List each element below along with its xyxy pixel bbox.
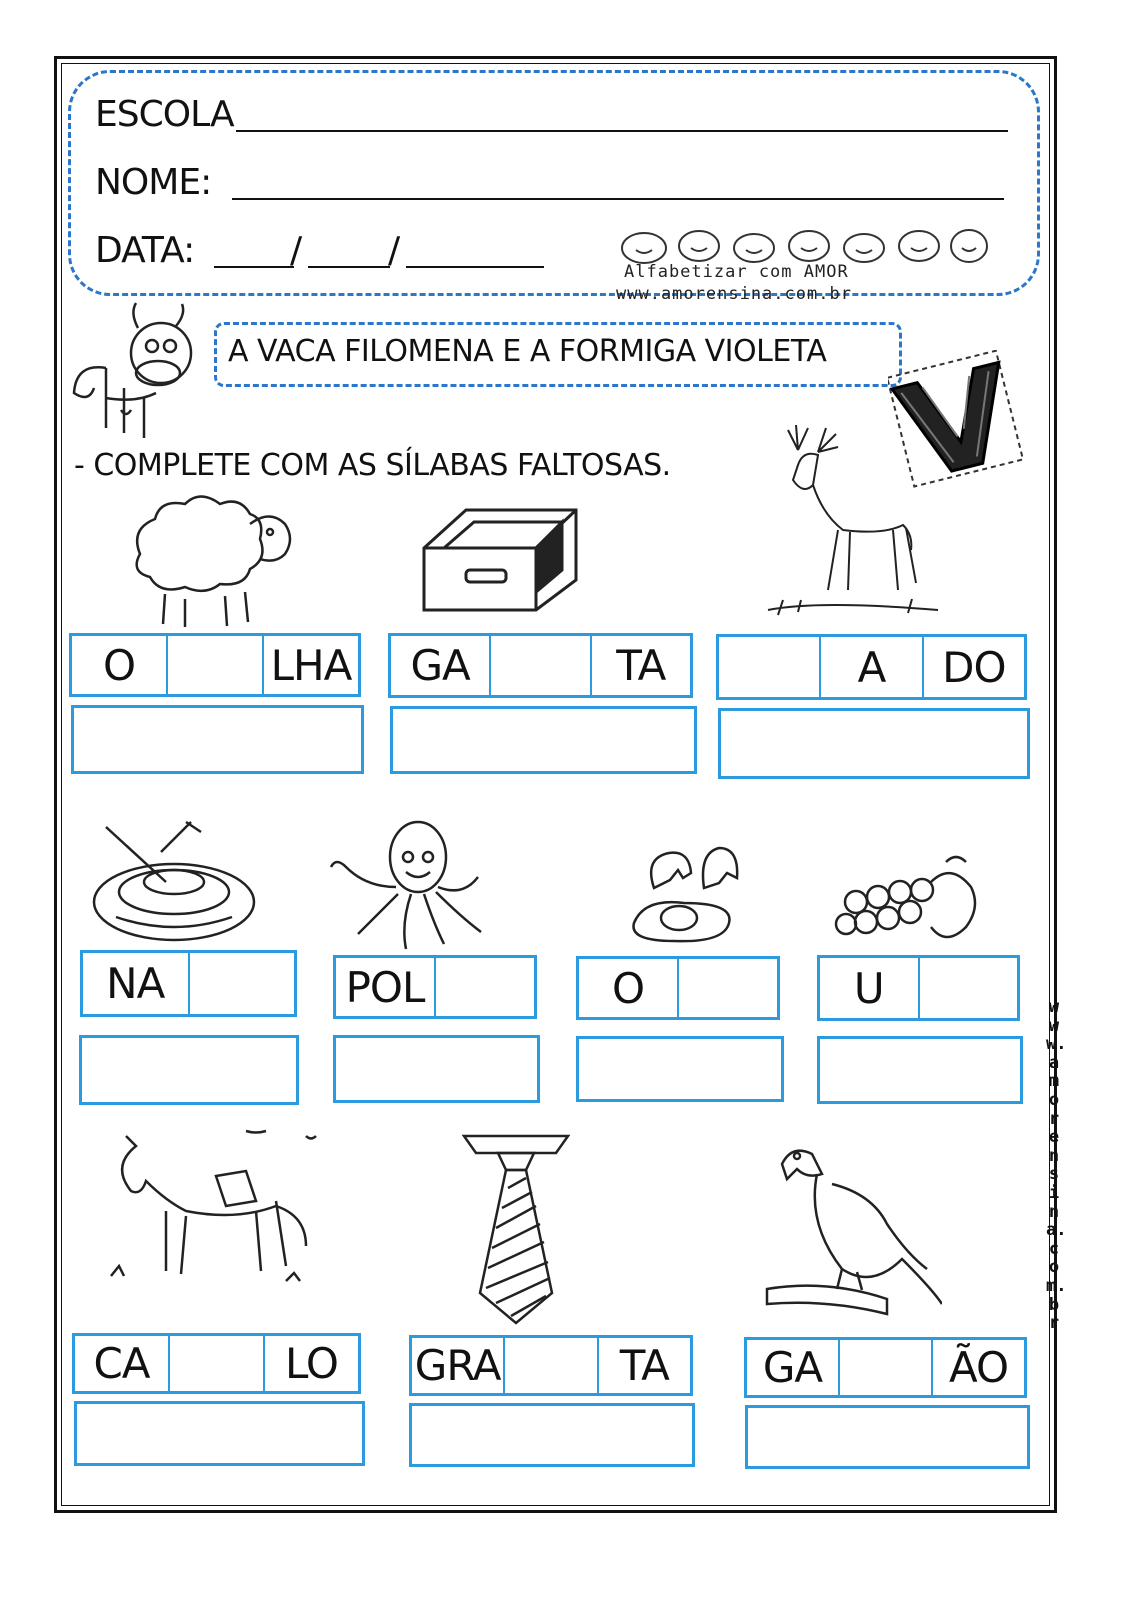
syllable-cell: U: [820, 958, 920, 1018]
featured-letter: V: [957, 490, 959, 491]
syllable-cell: DO: [942, 642, 1006, 692]
syllable-cell: NA: [83, 953, 190, 1014]
cow-illustration: [66, 298, 206, 448]
brand-url: www.amorensina.com.br: [616, 284, 852, 304]
syllable-blank[interactable]: [436, 958, 534, 1016]
syllable-row: [817, 955, 1020, 1021]
syllable-cell: GRA: [412, 1338, 505, 1393]
name-label: NOME:: [95, 162, 212, 203]
syllable-cell: POL: [336, 958, 436, 1016]
date-month-line[interactable]: [308, 266, 390, 268]
eagle-illustration: [762, 1134, 942, 1324]
flying-saucer-illustration: [86, 812, 261, 952]
deer-illustration: [758, 420, 948, 630]
syllable-cell: LO: [285, 1339, 338, 1388]
syllable-row: [744, 1337, 1027, 1398]
answer-box[interactable]: [817, 1036, 1023, 1104]
syllable-cell: GA: [747, 1340, 840, 1395]
date-separator: /: [290, 230, 302, 271]
date-label: DATA:: [95, 230, 195, 271]
syllable-row: [716, 634, 1027, 700]
syllable-blank[interactable]: [840, 1340, 933, 1395]
side-url: www.amorensina.com.br: [1046, 997, 1067, 1334]
syllable-cell: O: [72, 636, 168, 694]
syllable-blank[interactable]: [679, 959, 777, 1017]
octopus-illustration: [326, 812, 488, 952]
answer-box[interactable]: [333, 1035, 540, 1103]
syllable-blank[interactable]: [168, 636, 264, 694]
egg-illustration: [624, 838, 744, 948]
syllable-blank[interactable]: [505, 1338, 598, 1393]
sheep-illustration: [120, 484, 295, 629]
syllable-cell: CA: [75, 1336, 170, 1391]
instruction-text: - COMPLETE COM AS SÍLABAS FALTOSAS.: [74, 448, 671, 483]
syllable-row: [388, 633, 693, 698]
answer-box[interactable]: [79, 1035, 299, 1105]
answer-box[interactable]: [390, 706, 697, 774]
horse-illustration: [106, 1126, 326, 1286]
syllable-blank[interactable]: [491, 636, 591, 695]
syllable-blank[interactable]: [719, 637, 821, 697]
tie-illustration: [456, 1128, 576, 1328]
drawer-illustration: [416, 500, 581, 615]
syllable-cell: ÃO: [948, 1343, 1009, 1392]
syllable-blank[interactable]: [190, 953, 295, 1014]
syllable-blank[interactable]: [920, 958, 1018, 1018]
date-year-line[interactable]: [406, 266, 544, 268]
syllable-cell: GA: [391, 636, 491, 695]
date-separator: /: [388, 230, 400, 271]
syllable-row: [80, 950, 297, 1017]
syllable-row: [409, 1335, 693, 1396]
worksheet-title: A VACA FILOMENA E A FORMIGA VIOLETA: [228, 334, 827, 369]
syllable-row: [72, 1333, 361, 1394]
syllable-cell: LHA: [270, 640, 352, 690]
syllable-row: [576, 956, 780, 1020]
syllable-cell: O: [579, 959, 679, 1017]
brand-name: Alfabetizar com AMOR: [624, 262, 849, 282]
school-line[interactable]: [236, 130, 1008, 132]
syllable-blank[interactable]: [170, 1336, 265, 1391]
syllable-row: [69, 633, 361, 697]
syllable-cell: A: [821, 637, 923, 697]
answer-box[interactable]: [409, 1403, 695, 1467]
syllable-cell: TA: [619, 1341, 669, 1390]
school-label: ESCOLA: [95, 94, 234, 135]
answer-box[interactable]: [74, 1401, 365, 1466]
name-line[interactable]: [232, 198, 1004, 200]
syllable-row: [333, 955, 537, 1019]
answer-box[interactable]: [71, 705, 364, 774]
date-day-line[interactable]: [214, 266, 294, 268]
answer-box[interactable]: [576, 1036, 784, 1102]
answer-box[interactable]: [718, 708, 1030, 779]
grapes-illustration: [826, 852, 986, 952]
answer-box[interactable]: [745, 1405, 1030, 1469]
syllable-cell: TA: [616, 641, 666, 690]
